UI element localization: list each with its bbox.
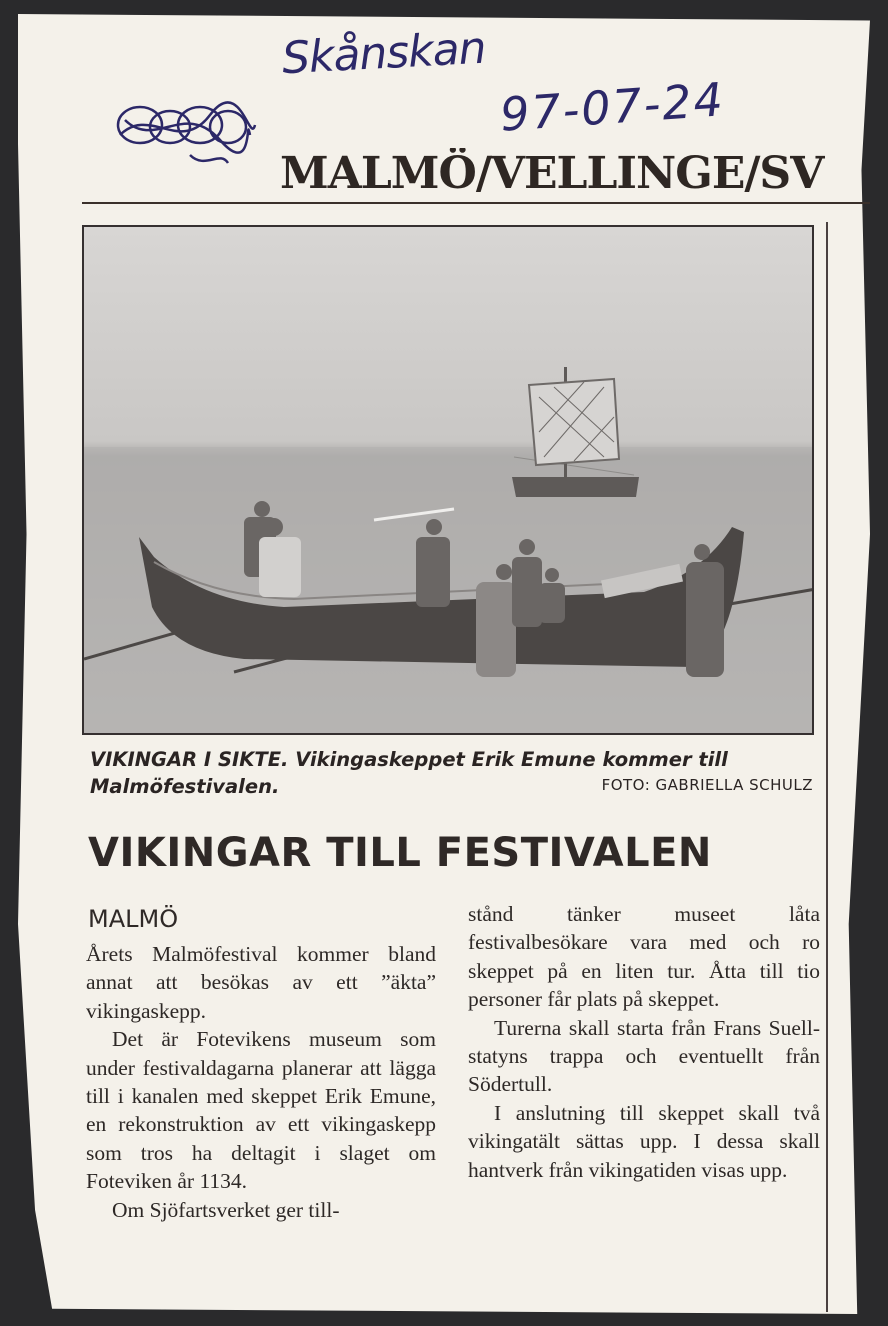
column-rule [826,222,828,1312]
article-dateline: MALMÖ [88,905,179,933]
caption-text: VIKINGAR I SIKTE. Vikingaskeppet Erik Emune kommer till Malmöfestivalen. [90,748,728,798]
article-column-left [86,940,436,1224]
paragraph: Turerna skall starta från Frans Suell-statyns trappa och eventuellt från Södertull. [468,1015,820,1097]
paragraph: Årets Malmöfestival kommer bland annat att besökas av ett ”äkta” vikingaskepp. [86,942,436,1023]
paragraph: stånd tänker museet låta festivalbesökare vara med och ro skeppet på en liten tur. Åtta till tio personer får plats på skeppet. [468,902,820,1012]
handwritten-date: 97-07-24 [498,72,727,142]
article-column-right [468,900,820,1184]
section-header: MALMÖ/VELLINGE/SV [280,148,824,199]
paragraph: Om Sjöfartsverket ger till- [112,1197,340,1222]
header-rule [82,202,870,204]
paragraph: Det är Fotevikens museum som under festivaldagarna planerar att lägga till i kanalen med skeppet Erik Emune, en rekonstruktion av ett vikingaskepp som tros ha deltagit i slaget om Foteviken år 1134. [86,1027,436,1194]
paragraph: I anslutning till skeppet skall två vikingatält sättas upp. I dessa skall hantverk från vikingatiden visas upp. [468,1100,820,1182]
article-headline: VIKINGAR TILL FESTIVALEN [88,830,712,876]
scribble-mark [110,95,260,175]
viking-ship-photo-icon [82,225,814,735]
photo-caption [90,746,815,800]
handwritten-source: Skånskan [280,22,487,85]
photo-credit: FOTO: GABRIELLA SCHULZ [601,776,813,794]
